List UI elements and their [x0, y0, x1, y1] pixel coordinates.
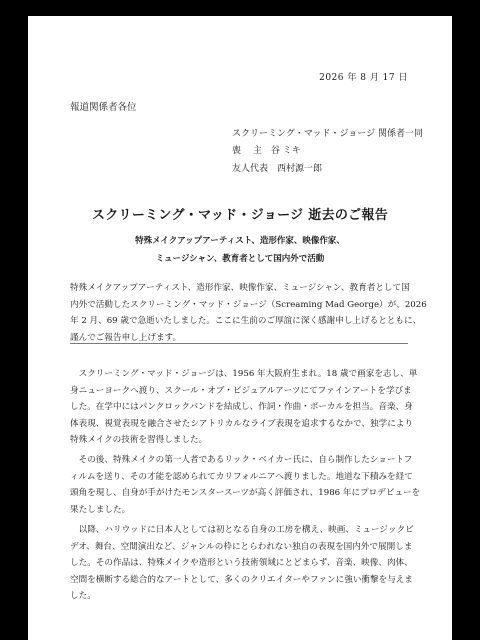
section-divider [70, 343, 408, 344]
paragraph-line: 身ニューヨークへ渡り、スクール・オブ・ビジュアルアーツにてファインアートを学びま [70, 385, 412, 396]
release-date: 2026 年 8 月 17 日 [319, 73, 408, 83]
paragraph-line: 年 2 月、69 歳で急逝いたしました。ここに生前のご厚誼に深く感謝申し上げるとともに、 [70, 316, 422, 326]
paragraph-line: その後、特殊メイクの第一人者であるリック・ベイカー氏に、自ら制作したショートフ [70, 455, 413, 465]
paragraph-line: 頭角を現し、自身が手がけたモンスタースーツが高く評価され、1986 年にプロデビューを [70, 488, 421, 498]
biography-paragraph-early-life [70, 366, 418, 449]
biography-paragraph-debut [70, 452, 421, 518]
sender-friend-representative: 友人代表 西村源一郎 [232, 164, 323, 174]
sender-chief-mourner: 喪 主 谷 ミキ [232, 146, 301, 156]
paragraph-line: 果たしました。 [70, 504, 131, 515]
paragraph-line: 体表現、視覚表現を融合させたシアトリカルなライブ表現を追求するなかで、独学により [70, 418, 413, 429]
paragraph-line: 空間を横断する総合的なアートとして、多くのクリエイターやファンに強い衝撃を与えま [70, 574, 413, 585]
addressee: 報道関係者各位 [70, 102, 137, 113]
subtitle-line-2: ミュージシャン、教育者として国内外で活動 [155, 254, 325, 264]
paragraph-line: した。在学中にはパンクロックバンドを結成し、作詞・作曲・ボーカルを担当。音楽、身 [70, 402, 413, 412]
paragraph-line: 特殊メイクの技術を習得しました。 [70, 435, 208, 445]
paragraph-line: した。その作品は、特殊メイクや造形という技術領域にとどまらず、音楽、映像、肉体、 [70, 558, 413, 568]
document-title: スクリーミング・マッド・ジョージ 逝去のご報告 [91, 208, 389, 223]
paragraph-line: 内外で活動したスクリーミング・マッド・ジョージ（Screaming Mad George）が、2026 [70, 299, 427, 310]
subtitle-line-1: 特殊メイクアップアーティスト、造形作家、映像作家、 [135, 236, 345, 246]
lead-paragraph [70, 280, 427, 346]
paragraph-line: スクリーミング・マッド・ジョージは、1956 年大阪府生まれ。18 歳で画家を志し、単 [70, 369, 418, 379]
biography-paragraph-career [70, 522, 414, 605]
paragraph-line: 以降、ハリウッドに日本人としては初となる自身の工房を構え、映画、ミュージックビ [70, 525, 414, 535]
paragraph-line: 謹んでご報告申し上げます。 [70, 332, 182, 343]
sender-organization: スクリーミング・マッド・ジョージ 関係者一同 [232, 129, 423, 139]
press-release-page [28, 16, 452, 640]
paragraph-line: ィルムを送り、その才能を認められてカリフォルニアへ渡りました。地道な下積みを経て [70, 471, 413, 482]
paragraph-line: した。 [70, 591, 96, 601]
paragraph-line: 特殊メイクアップアーティスト、造形作家、映像作家、ミュージシャン、教育者として国 [70, 283, 410, 293]
paragraph-line: デオ、舞台、空間演出など、ジャンルの枠にとらわれない独自の表現を国内外で展開しま [70, 541, 413, 552]
